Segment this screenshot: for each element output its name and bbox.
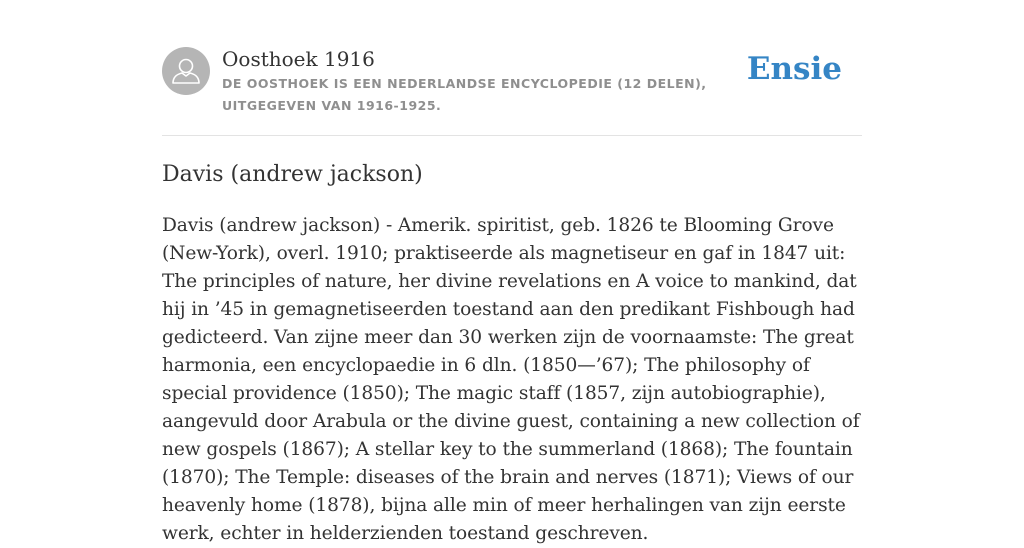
avatar[interactable] (162, 47, 210, 95)
article-body: Davis (andrew jackson) - Amerik. spiritist, geb. 1826 te Blooming Grove (New-York), overl. 1910; praktiseerde als magnetiseur en gaf in 1847 uit: The principles of nature, her divine revelations en A voice to mankind, dat hij in ’45 in gemagnetiseerden toestand aan den predikant Fishbough had gedicteerd. Van zijne meer dan 30 werken zijn de voornaamste: The great harmonia, een encyclopaedie in 6 dln. (1850—’67); The philosophy of special providence (1850); The magic staff (1857, zijn autobiographie), aangevuld door Arabula or the divine guest, containing a new collection of new gospels (1867); A stellar key to the summerland (1868); The fountain (1870); The Temple: diseases of the brain and nerves (1871); Views of our heavenly home (1878), bijna alle min of meer herhalingen van zijn eerste werk, echter in helderzienden toestand geschreven. (162, 215, 860, 544)
ensie-logo[interactable]: Ensie (746, 51, 842, 87)
article-page (162, 0, 862, 544)
article-title: Davis (andrew jackson) (162, 162, 423, 187)
source-title[interactable]: Oosthoek 1916 (222, 47, 375, 71)
source-description: DE OOSTHOEK IS EEN NEDERLANDSE ENCYCLOPEDIE (12 DELEN), UITGEGEVEN VAN 1916-1925. (222, 76, 707, 113)
user-silhouette-icon (162, 47, 210, 95)
header-divider (162, 135, 862, 136)
source-header (162, 47, 862, 117)
